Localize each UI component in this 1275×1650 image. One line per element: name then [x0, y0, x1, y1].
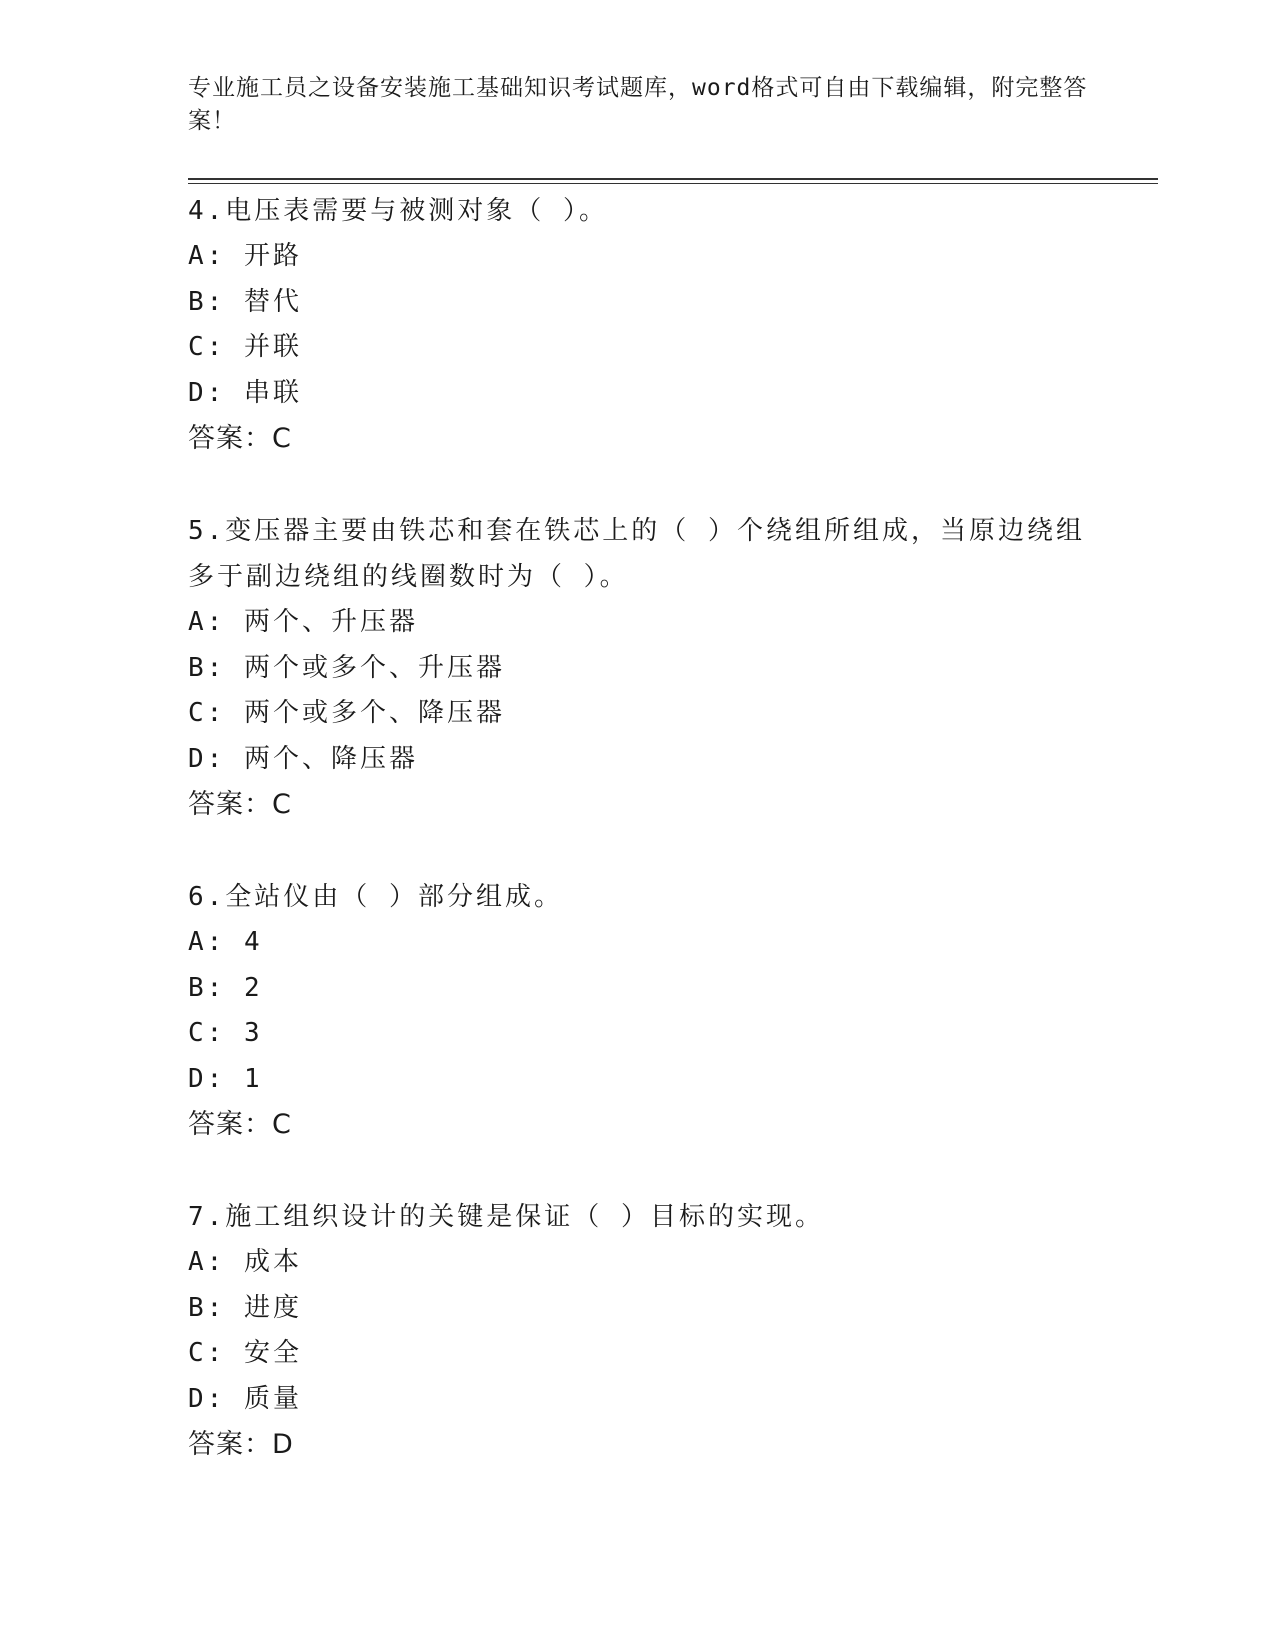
answer-line: 答案：D — [188, 1429, 294, 1460]
answer-line: 答案：C — [188, 423, 292, 454]
document-header: 专业施工员之设备安装施工基础知识考试题库，word格式可自由下载编辑，附完整答案！ — [188, 75, 1088, 134]
answer-line: 答案：C — [188, 789, 292, 820]
question-item — [188, 188, 1088, 462]
header-divider — [188, 178, 1158, 184]
question-item — [188, 508, 1088, 828]
option-a: A: 4 — [188, 927, 263, 957]
option-b: B: 进度 — [188, 1292, 302, 1323]
option-d: D: 质量 — [188, 1383, 302, 1414]
option-d: D: 串联 — [188, 377, 302, 408]
answer-line: 答案：C — [188, 1109, 292, 1140]
question-list — [188, 188, 1088, 1514]
option-a: A: 两个、升压器 — [188, 607, 418, 637]
question-stem: 7.施工组织设计的关键是保证（ ）目标的实现。 — [188, 1202, 824, 1232]
option-c: C: 安全 — [188, 1338, 302, 1368]
option-d: D: 1 — [188, 1063, 263, 1094]
option-c: C: 3 — [188, 1018, 263, 1048]
option-a: A: 开路 — [188, 241, 302, 271]
option-d: D: 两个、降压器 — [188, 743, 418, 774]
option-b: B: 2 — [188, 972, 263, 1003]
question-item — [188, 874, 1088, 1148]
question-stem: 5.变压器主要由铁芯和套在铁芯上的（ ）个绕组所组成，当原边绕组多于副边绕组的线圈数时为（ ）。 — [188, 516, 1085, 592]
option-c: C: 并联 — [188, 332, 302, 362]
option-a: A: 成本 — [188, 1247, 302, 1277]
question-item — [188, 1194, 1088, 1468]
option-b: B: 替代 — [188, 286, 302, 317]
question-stem: 4.电压表需要与被测对象（ ）。 — [188, 196, 608, 226]
question-stem: 6.全站仪由（ ）部分组成。 — [188, 882, 563, 912]
option-b: B: 两个或多个、升压器 — [188, 652, 505, 683]
option-c: C: 两个或多个、降压器 — [188, 698, 505, 728]
